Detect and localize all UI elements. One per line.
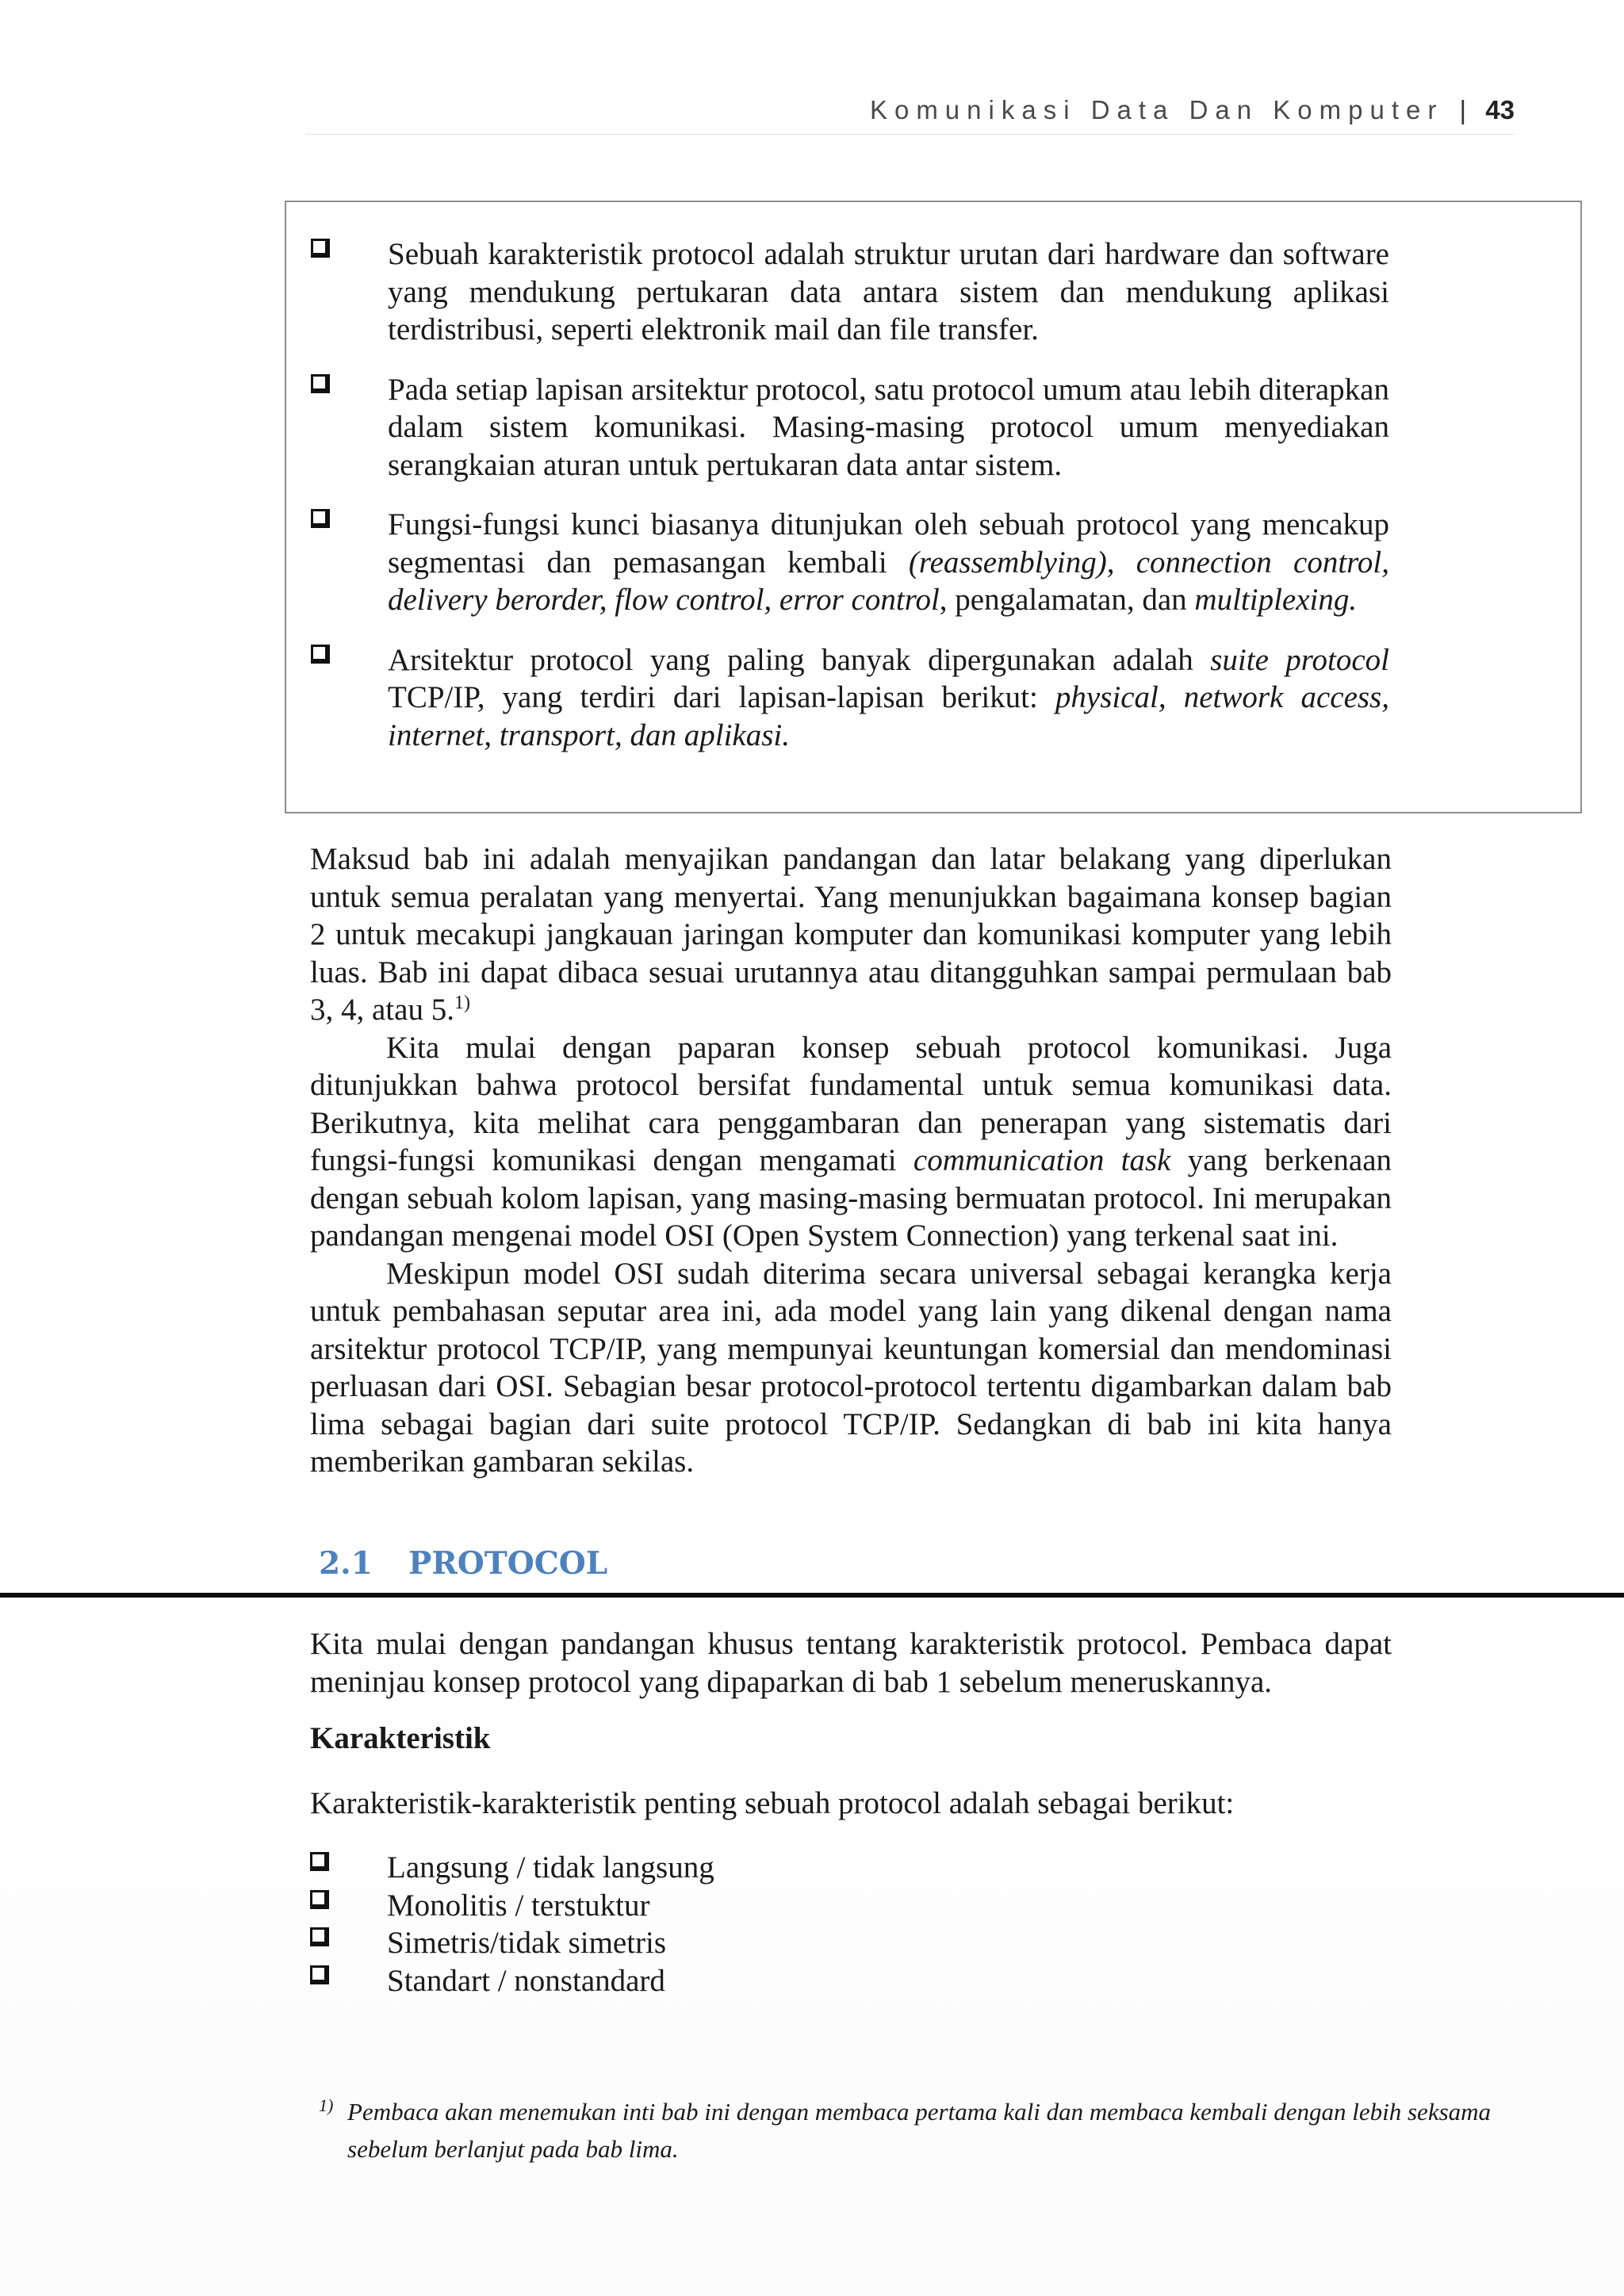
checkbox-bullet-icon (311, 239, 330, 258)
header-rule (305, 134, 1515, 135)
summary-item-text: Fungsi-fungsi kunci biasanya ditunjukan oleh sebuah protocol yang mencakup segmentasi dan pemasangan kembali (388, 507, 1389, 580)
summary-item (311, 641, 1389, 755)
checkbox-bullet-icon (310, 1852, 329, 1871)
summary-item (311, 506, 1389, 619)
summary-item-text: Sebuah karakteristik protocol adalah struktur urutan dari hardware dan software yang mendukung pertukaran data antara sistem dan mendukung aplikasi terdistribusi, seperti elektronik mail dan file transfer. (388, 237, 1389, 346)
intro-paragraph-2-text-a: Kita mulai dengan paparan konsep sebuah protocol komunikasi. Juga ditunjukkan bahwa protocol bersifat fundamental untuk semua komunikasi data. Berikutnya, kita melihat cara penggambaran dan penerapan yang sistematis dari fungsi-fungsi komunikasi dengan mengamati (310, 1030, 1392, 1177)
summary-list (311, 235, 1389, 776)
header-separator: | (1459, 95, 1467, 124)
section-heading (319, 1545, 607, 1582)
intro-paragraph-2 (310, 1029, 1392, 1255)
summary-item-italic-text: multiplexing. (1194, 583, 1358, 617)
checkbox-bullet-icon (311, 374, 330, 393)
characteristics-list (310, 1849, 1392, 1999)
summary-item (311, 371, 1389, 484)
intro-paragraph-1-text: Maksud bab ini adalah menyajikan pandangan dan latar belakang yang diperlukan untuk semua peralatan yang menyertai. Yang menunjukkan bagaimana konsep bagian 2 untuk mecakupi jangkauan jaringan komputer dan komunikasi komputer yang lebih luas. Bab ini dapat dibaca sesuai urutannya atau ditangguhkan sampai permulaan bab 3, 4, atau 5. (310, 842, 1392, 1027)
checkbox-bullet-icon (310, 1965, 329, 1984)
list-item-text: Standart / nonstandard (387, 1963, 665, 1998)
section-body (310, 1625, 1392, 1999)
intro-section (310, 840, 1392, 1481)
intro-paragraph-2-italic: communication task (913, 1143, 1171, 1177)
section-title: PROTOCOL (408, 1545, 608, 1582)
footnote-mark: 1) (319, 2095, 334, 2115)
list-item (310, 1924, 1392, 1962)
list-item-text: Langsung / tidak langsung (387, 1850, 714, 1885)
summary-item (311, 235, 1389, 349)
checkbox-bullet-icon (311, 509, 330, 528)
list-item-text: Simetris/tidak simetris (387, 1926, 667, 1960)
summary-item-text: Arsitektur protocol yang paling banyak dipergunakan adalah (388, 642, 1211, 677)
summary-box (285, 201, 1582, 813)
summary-item-text: Pada setiap lapisan arsitektur protocol, satu protocol umum atau lebih diterapkan dalam sistem komunikasi. Masing-masing protocol umum menyediakan serangkaian aturan untuk pertukaran data antar sistem. (388, 372, 1389, 482)
footnote (319, 2093, 1524, 2168)
checkbox-bullet-icon (310, 1927, 329, 1946)
running-title: Komunikasi Data Dan Komputer (869, 95, 1444, 124)
summary-item-text: , pengalamatan, dan (939, 583, 1195, 617)
list-item-text: Monolitis / terstuktur (387, 1888, 650, 1923)
footnote-text: Pembaca akan menemukan inti bab ini dengan membaca pertama kali dan membaca kembali dengan lebih seksama sebelum berlanjut pada bab lima. (347, 2098, 1492, 2163)
section-paragraph-1: Kita mulai dengan pandangan khusus tentang karakteristik protocol. Pembaca dapat meninjau konsep protocol yang dipaparkan di bab 1 sebelum meneruskannya. (310, 1627, 1392, 1699)
summary-item-italic-text: suite protocol (1210, 642, 1389, 677)
section-number: 2.1 (319, 1545, 373, 1582)
checkbox-bullet-icon (310, 1890, 329, 1909)
list-item (310, 1887, 1392, 1925)
section-paragraph-2: Karakteristik-karakteristik penting sebuah protocol adalah sebagai berikut: (310, 1785, 1235, 1820)
intro-paragraph-1 (310, 840, 1392, 1029)
footnote-reference: 1) (454, 993, 470, 1013)
page-number: 43 (1485, 95, 1515, 124)
section-rule (0, 1593, 1624, 1598)
summary-item-text: TCP/IP, yang terdiri dari lapisan-lapisan berikut: (388, 680, 1055, 714)
running-header (305, 95, 1515, 125)
checkbox-bullet-icon (311, 645, 330, 664)
summary-item-italic-text: (reassemblying), connection control, delivery berorder, flow control, error control (388, 545, 1390, 617)
list-item (310, 1962, 1392, 2000)
intro-paragraph-2-text-b: yang berkenaan dengan sebuah kolom lapisan, yang masing-masing bermuatan protocol. Ini merupakan pandangan mengenai model OSI (Open System Connection) yang terkenal saat ini. (310, 1143, 1392, 1253)
summary-item-italic-text: physical, network access, internet, transport, dan aplikasi. (388, 680, 1389, 752)
intro-paragraph-3: Meskipun model OSI sudah diterima secara universal sebagai kerangka kerja untuk pembahasan seputar area ini, ada model yang lain yang dikenal dengan nama arsitektur protocol TCP/IP, yang mempunyai keuntungan komersial dan mendominasi perluasan dari OSI. Sebagian besar protocol-protocol tertentu digambarkan dalam bab lima sebagai bagian dari suite protocol TCP/IP. Sedangkan di bab ini kita hanya memberikan gambaran sekilas. (310, 1256, 1392, 1479)
section-subheading: Karakteristik (310, 1721, 491, 1755)
list-item (310, 1849, 1392, 1887)
